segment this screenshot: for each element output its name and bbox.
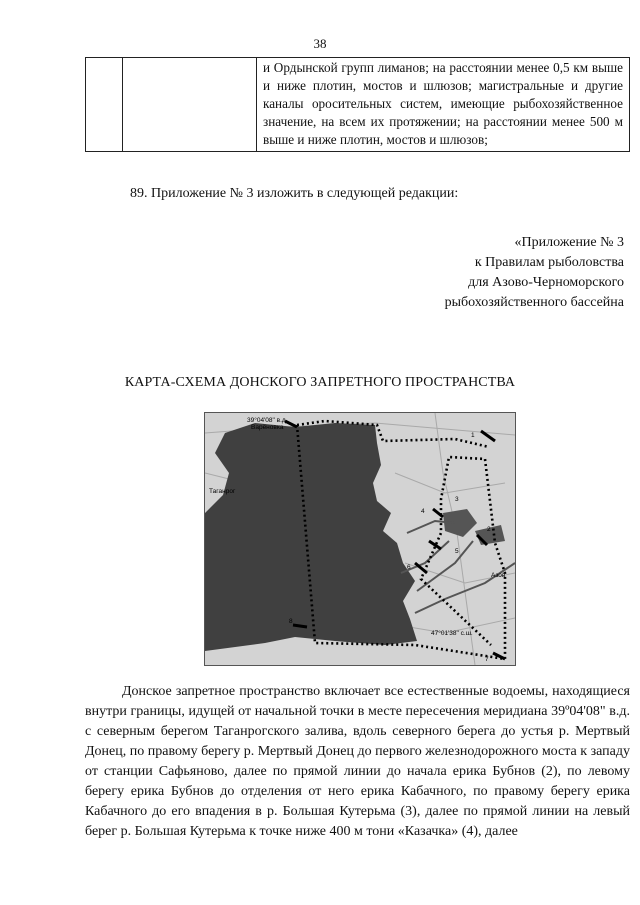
label-coord-north: 39°04'08" в.д.: [247, 417, 288, 424]
item-89: 89. Приложение № 3 изложить в следующей редакции:: [130, 186, 459, 201]
map-title: КАРТА-СХЕМА ДОНСКОГО ЗАПРЕТНОГО ПРОСТРАНСТВА: [124, 375, 516, 390]
label-varenovka: Варёновка: [251, 424, 284, 431]
marker-label-7: 7: [485, 656, 489, 663]
marker-label-1: 1: [471, 432, 475, 439]
body-paragraph: Донское запретное пространство включает все естественные водоемы, находящиеся внутри границы, идущей от начальной точки в месте пересечения меридиана 39º04'08" в.д. с северным берегом Таганрогского залива, вдоль северного берега до устья р. Мертвый Донец, по правому берегу р. Мертвый Донец до первого железнодорожного моста к западу от станции Сафьяново, далее по прямой линии до начала ерика Бубнов (2), по левому берегу ерика Бубнов до отделения от него ерика Кабачного, по правому берегу ерика Кабачного до его впадения в р. Большая Кутерьма (3), далее по прямой линии на левый берег р. Большая Кутерьма к точке ниже 400 м тони «Казачка» (4), далее: [85, 684, 630, 839]
map-graphic: [205, 413, 515, 665]
marker-label-4: 4: [421, 508, 425, 515]
label-taganrog: Таганрог: [209, 488, 236, 495]
label-azov: Азов: [491, 572, 506, 579]
label-coord-south: 47°01'38" с.ш.: [431, 630, 473, 637]
appendix-line-4: рыбохозяйственного бассейна: [444, 295, 624, 310]
table-cell-empty-2: [123, 58, 257, 152]
appendix-header: [445, 233, 624, 313]
continued-table: [85, 57, 630, 152]
marker-label-5: 5: [455, 548, 459, 555]
appendix-line-3: для Азово-Черноморского: [468, 275, 624, 290]
appendix-line-2: к Правилам рыболовства: [474, 255, 624, 270]
appendix-line-1: «Приложение № 3: [514, 235, 624, 250]
table-cell-empty-1: [86, 58, 123, 152]
marker-label-6: 6: [407, 564, 411, 571]
marker-label-8: 8: [289, 618, 293, 625]
page-number: 38: [313, 36, 327, 51]
table-cell-text: и Ордынской групп лиманов; на расстоянии менее 0,5 км выше и ниже плотин, мостов и шлюзов; магистральные и другие каналы оросительных систем, имеющие рыбохозяйственное значение, на всем их протяжении; на расстоянии менее 500 м выше и ниже плотин, мостов и шлюзов;: [257, 58, 630, 152]
table-row: [86, 58, 630, 152]
map-scheme: [204, 412, 516, 666]
body-text: [85, 682, 630, 842]
marker-label-2: 2: [487, 526, 491, 533]
marker-label-3: 3: [455, 496, 459, 503]
